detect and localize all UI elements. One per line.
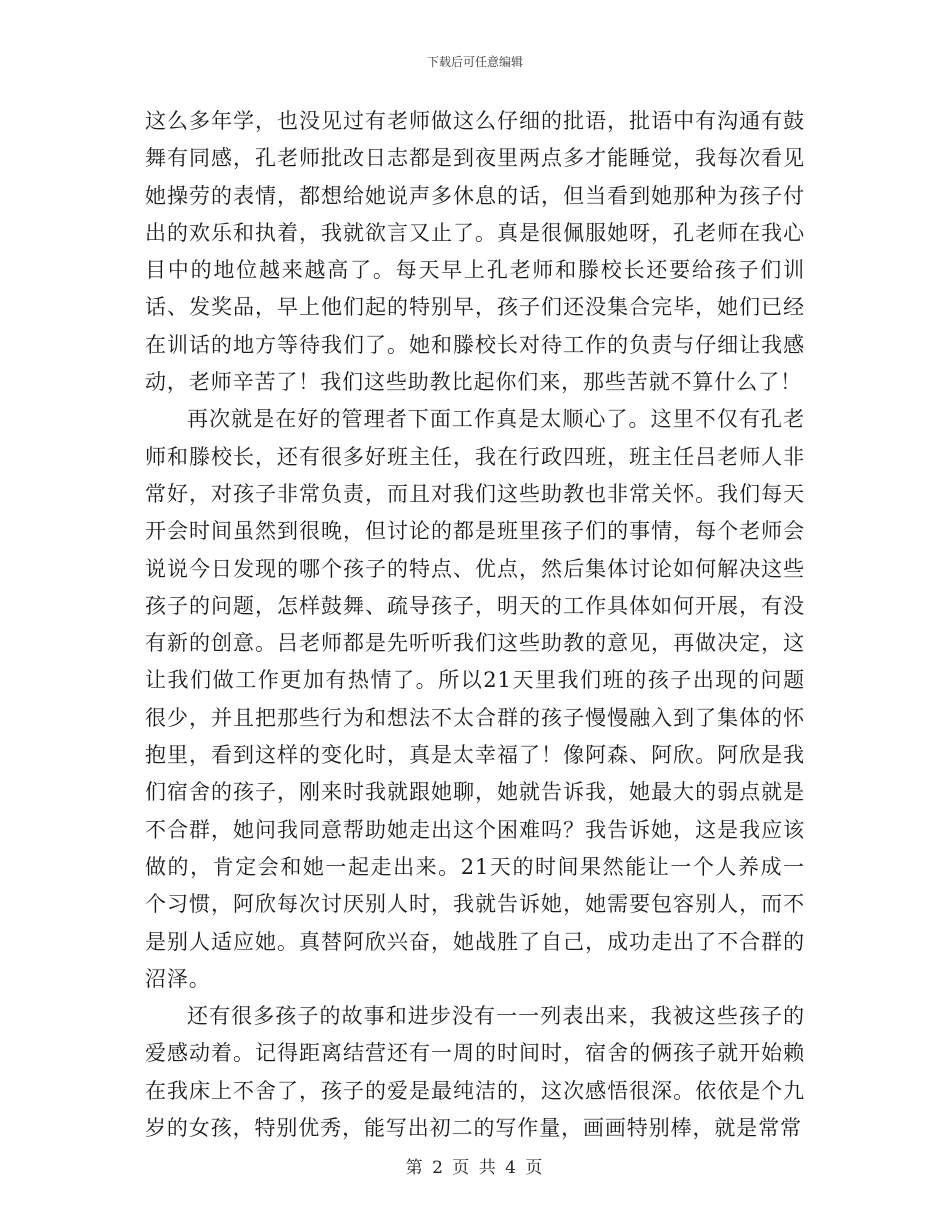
page-header: 下载后可任意编辑 — [426, 55, 523, 69]
paragraph-management: 再次就是在好的管理者下面工作真是太顺心了。这里不仅有孔老师和滕校长，还有很多好班主任，我在行政四班，班主任吕老师人非常好，对孩子非常负责，而且对我们这些助教也非常关怀。我们每天开会时间虽然到很晚，但讨论的都是班里孩子们的事情，每个老师会说说今日发现的哪个孩子的特点、优点，然后集体讨论如何解决这些孩子的问题，怎样鼓舞、疏导孩子，明天的工作具体如何开展，有没有新的创意。吕老师都是先听听我们这些助教的意见，再做决定，这让我们做工作更加有热情了。所以21天里我们班的孩子出现的问题很少，并且把那些行为和想法不太合群的孩子慢慢融入到了集体的怀抱里，看到这样的变化时，真是太幸福了！像阿森、阿欣。阿欣是我们宿舍的孩子，刚来时我就跟她聊，她就告诉我，她最大的弱点就是不合群，她问我同意帮助她走出这个困难吗？我告诉她，这是我应该做的，肯定会和她一起走出来。21天的时间果然能让一个人养成一个习惯，阿欣每次讨厌别人时，我就告诉她，她需要包容别人，而不是别人适应她。真替阿欣兴奋，她战胜了自己，成功走出了不合群的沼泽。 — [145, 407, 805, 991]
page-number-footer: 第 2 页 共 4 页 — [405, 1158, 545, 1178]
paragraph-children-stories: 还有很多孩子的故事和进步没有一一列表出来，我被这些孩子的爱感动着。记得距离结营还有一周的时间时，宿舍的俩孩子就开始赖在我床上不舍了，孩子的爱是最纯洁的，这次感悟很深。依依是个九岁的女孩，特别优秀，能写出初二的写作量，画画特别棒，就是常常 — [145, 1004, 805, 1141]
document-body — [145, 103, 805, 1147]
paragraph-continuation: 这么多年学，也没见过有老师做这么仔细的批语，批语中有沟通有鼓舞有同感，孔老师批改日志都是到夜里两点多才能睡觉，我每次看见她操劳的表情，都想给她说声多休息的话，但当看到她那种为孩子付出的欢乐和执着，我就欲言又止了。真是很佩服她呀，孔老师在我心目中的地位越来越高了。每天早上孔老师和滕校长还要给孩子们训话、发奖品，早上他们起的特别早，孩子们还没集合完毕，她们已经在训话的地方等待我们了。她和滕校长对待工作的负责与仔细让我感动，老师辛苦了！我们这些助教比起你们来，那些苦就不算什么了！ — [145, 109, 805, 395]
